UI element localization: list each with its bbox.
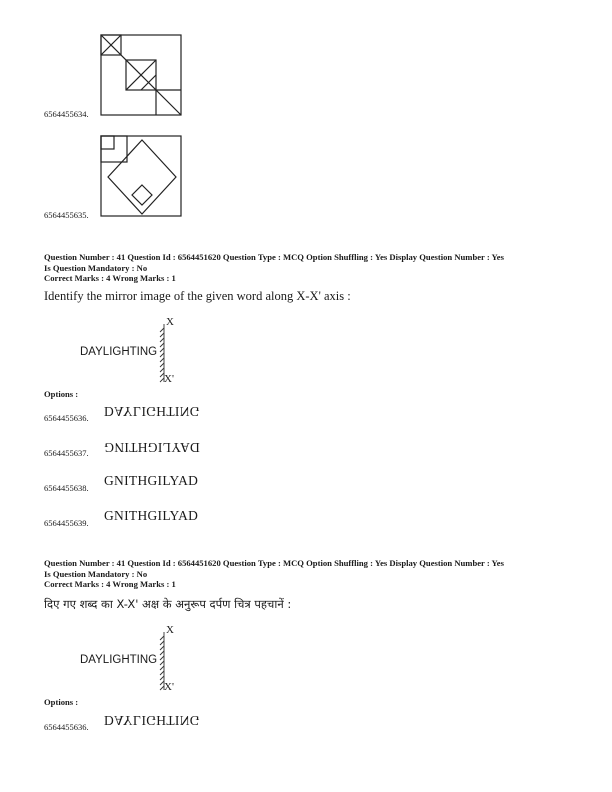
option-word: GNITHGILYAD [104, 508, 199, 523]
axis-label-bottom: X' [164, 373, 174, 385]
question-text: Identify the mirror image of the given word along X-X' axis : [44, 289, 351, 303]
option-image-text[interactable] [104, 439, 200, 455]
option-word: DAYLIGHTING [104, 440, 200, 455]
option-id[interactable]: 6564455636. [44, 722, 89, 732]
question-mandatory: Is Question Mandatory : No [44, 262, 148, 273]
question-marks: Correct Marks : 4 Wrong Marks : 1 [44, 579, 176, 589]
option-word: DAYLIGHTING [104, 404, 200, 419]
option-id[interactable]: 6564455639. [44, 518, 89, 528]
axis-label-bottom: X' [164, 681, 174, 693]
question-header [44, 558, 504, 590]
option-image-text[interactable] [104, 712, 200, 728]
option-id: 6564455634. [44, 109, 89, 119]
option-image-text[interactable] [104, 473, 198, 489]
option-id[interactable]: 6564455638. [44, 483, 89, 493]
square-nested-diagonal-figure [100, 34, 183, 117]
question-text: दिए गए शब्द का X-X' अक्ष के अनुरूप दर्पण चित्र पहचानें : [44, 597, 292, 611]
options-label: Options : [44, 697, 79, 707]
options-label: Options : [44, 389, 79, 399]
square-with-diamond-figure [100, 135, 183, 218]
option-image-text[interactable] [104, 403, 200, 419]
question-meta: Question Number : 41 Question Id : 6564451620 Question Type : MCQ Option Shuffling : Yes Display Question Number : Yes [44, 558, 504, 568]
option-image-text[interactable] [104, 508, 198, 524]
diagram-word: DAYLIGHTING [80, 346, 158, 358]
question-marks: Correct Marks : 4 Wrong Marks : 1 [44, 273, 176, 283]
axis-label-top: X [166, 624, 174, 636]
option-word: GNITHGILYAD [104, 473, 199, 488]
question-mandatory: Is Question Mandatory : No [44, 568, 148, 579]
question-header [44, 252, 504, 284]
option-word: DAYLIGHTING [104, 713, 200, 728]
axis-label-top: X [166, 316, 174, 328]
option-id[interactable]: 6564455637. [44, 448, 89, 458]
option-id[interactable]: 6564455636. [44, 413, 89, 423]
diagram-word: DAYLIGHTING [80, 654, 158, 666]
option-id: 6564455635. [44, 210, 89, 220]
question-meta: Question Number : 41 Question Id : 6564451620 Question Type : MCQ Option Shuffling : Yes Display Question Number : Yes [44, 252, 504, 262]
